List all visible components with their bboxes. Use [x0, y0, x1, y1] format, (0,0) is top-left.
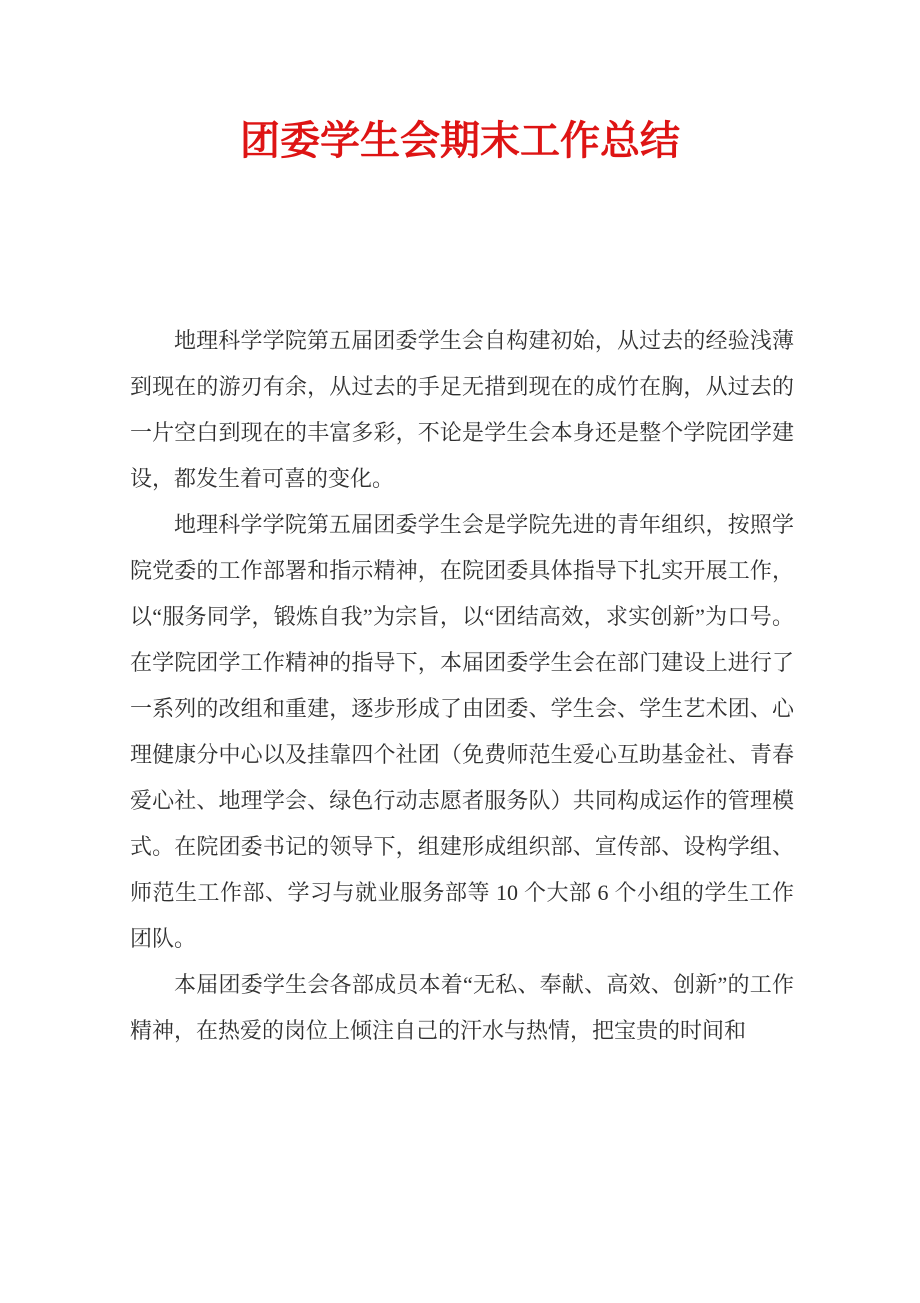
paragraph-2: 地理科学学院第五届团委学生会是学院先进的青年组织，按照学院党委的工作部署和指示精神，在院团委具体指导下扎实开展工作，以“服务同学，锻炼自我”为宗旨，以“团结高效，求实创新”为口号。在学院团学工作精神的指导下，本届团委学生会在部门建设上进行了一系列的改组和重建，逐步形成了由团委、学生会、学生艺术团、心理健康分中心以及挂靠四个社团（免费师范生爱心互助基金社、青春爱心社、地理学会、绿色行动志愿者服务队）共同构成运作的管理模式。在院团委书记的领导下，组建形成组织部、宣传部、设构学组、师范生工作部、学习与就业服务部等 10 个大部 6 个小组的学生工作团队。	[130, 512, 794, 951]
document-page	[0, 112, 920, 1303]
paragraph-3: 本届团委学生会各部成员本着“无私、奉献、高效、创新”的工作精神，在热爱的岗位上倾注自己的汗水与热情，把宝贵的时间和	[130, 972, 794, 1043]
document-title: 团委学生会期末工作总结	[240, 118, 680, 163]
paragraph-1: 地理科学学院第五届团委学生会自构建初始，从过去的经验浅薄到现在的游刃有余，从过去的手足无措到现在的成竹在胸，从过去的一片空白到现在的丰富多彩，不论是学生会本身还是整个学院团学建设，都发生着可喜的变化。	[130, 328, 794, 491]
document-body	[130, 318, 794, 1054]
